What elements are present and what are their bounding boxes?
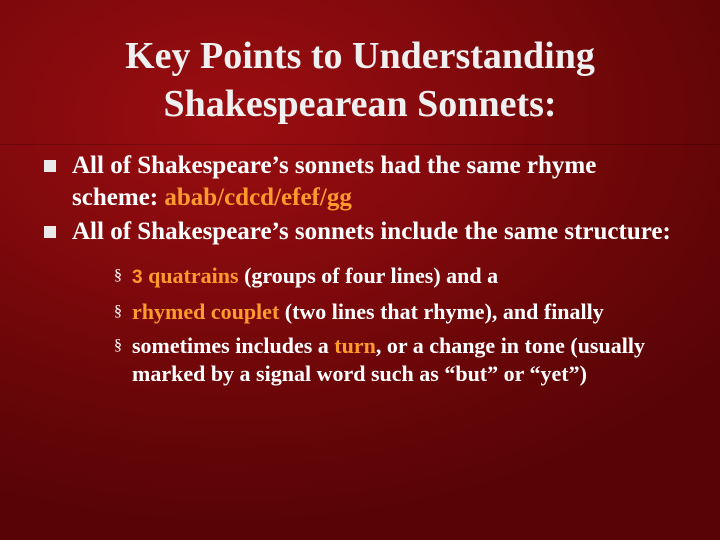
slide-title bbox=[40, 32, 680, 128]
slide-title-line-2: Shakespearean Sonnets: bbox=[163, 83, 557, 125]
sub-bullet-text: (groups of four lines) and a bbox=[244, 263, 499, 288]
couplet-highlight: rhymed couplet bbox=[132, 299, 280, 324]
square-bullet-icon bbox=[44, 160, 56, 172]
square-bullet-icon bbox=[44, 226, 56, 238]
quatrains-highlight: quatrains bbox=[148, 263, 239, 288]
section-sign-bullet-icon: § bbox=[114, 267, 122, 284]
quatrain-count: 3 bbox=[132, 267, 143, 288]
sub-bullet-text-before: sometimes includes a bbox=[132, 333, 329, 358]
sub-bullet-turn bbox=[0, 332, 720, 388]
rhyme-scheme-highlight: abab/cdcd/efef/gg bbox=[164, 184, 352, 211]
sub-bullet-quatrains bbox=[0, 262, 720, 292]
sub-bullet-text-after: , or a change in tone (usually marked by a signal word such as “but” or “yet”) bbox=[132, 333, 645, 386]
sub-bullet-list bbox=[0, 262, 720, 388]
bullet-text: All of Shakespeare’s sonnets had the same rhyme scheme: bbox=[72, 152, 597, 211]
bullet-item-rhyme-scheme bbox=[0, 150, 720, 214]
bullet-list bbox=[0, 150, 720, 394]
title-divider bbox=[0, 144, 720, 145]
sub-bullet-text: (two lines that rhyme), and finally bbox=[284, 299, 604, 324]
section-sign-bullet-icon: § bbox=[114, 337, 122, 354]
turn-highlight: turn bbox=[334, 333, 376, 358]
section-sign-bullet-icon: § bbox=[114, 303, 122, 320]
bullet-text: All of Shakespeare’s sonnets include the same structure: bbox=[72, 218, 671, 245]
bullet-item-structure bbox=[0, 216, 720, 248]
sub-bullet-couplet bbox=[0, 298, 720, 326]
slide-title-line-1: Key Points to Understanding bbox=[125, 35, 595, 77]
